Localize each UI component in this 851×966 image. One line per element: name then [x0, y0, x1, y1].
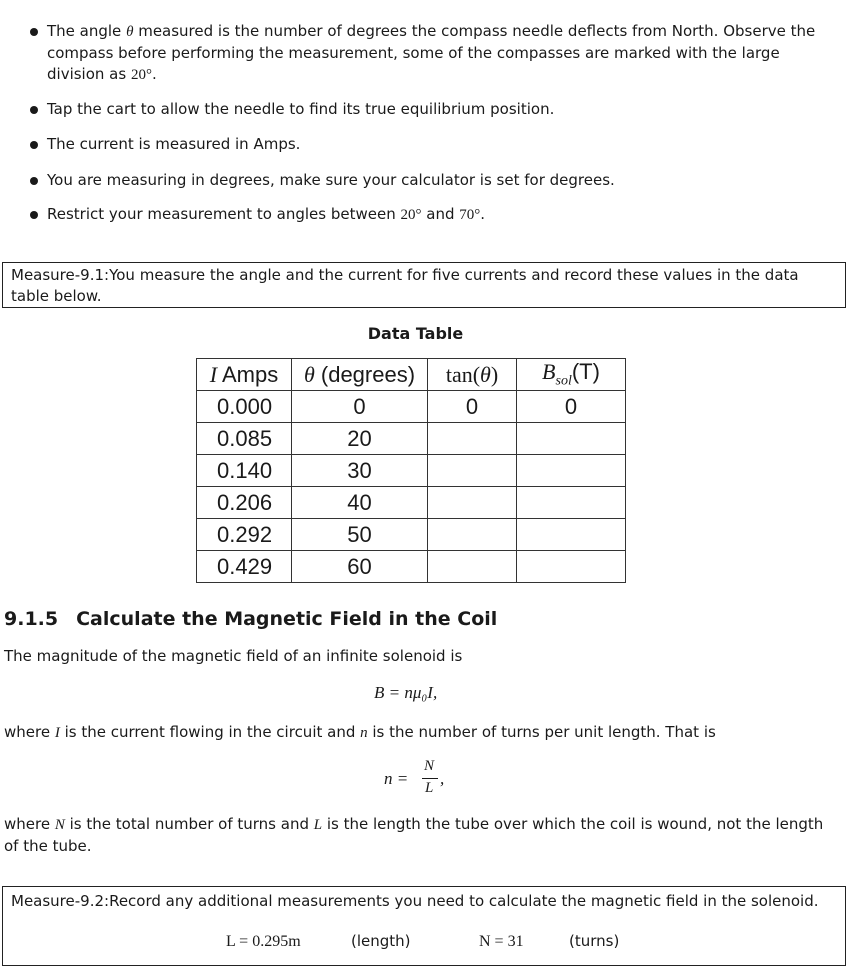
- table-cell: 0.140: [197, 455, 292, 487]
- bullet-dot-icon: [30, 28, 38, 36]
- measure-9-1-box: [2, 262, 846, 308]
- bullet-dot-icon: [30, 211, 38, 219]
- measure-label: Measure-9.1:: [11, 266, 110, 284]
- bullet-dot-icon: [30, 177, 38, 185]
- measure-label: Measure-9.2:: [11, 892, 110, 910]
- table-cell: 30: [292, 455, 428, 487]
- table-cell: 0.429: [197, 551, 292, 583]
- bullet-dot-icon: [30, 106, 38, 114]
- length-value: L = 0.295m: [226, 933, 301, 950]
- table-title: Data Table: [367, 324, 464, 343]
- table-cell: 0: [292, 391, 428, 423]
- measure-text: You measure the angle and the current for five currents and record these values in the data table below.: [11, 266, 799, 305]
- table-row: [197, 551, 626, 583]
- table-cell: [517, 487, 626, 519]
- table-cell: [428, 519, 517, 551]
- table-row: [197, 455, 626, 487]
- table-cell: 20: [292, 423, 428, 455]
- table-row: [197, 423, 626, 455]
- data-table: [196, 358, 626, 583]
- table-cell: [517, 423, 626, 455]
- header-bsol: $B_{sol}(T)$: [517, 359, 626, 391]
- table-cell: 50: [292, 519, 428, 551]
- table-cell: 0: [428, 391, 517, 423]
- equation-b-field: B = nμ₀I,: [374, 683, 438, 702]
- turns-value: N = 31: [479, 933, 524, 950]
- equation-turn-density: n = N L ,: [384, 758, 445, 796]
- header-tan: tan(θ): [428, 359, 517, 391]
- list-item: You are measuring in degrees, make sure your calculator is set for degrees.: [30, 170, 830, 191]
- measure-text: Record any additional measurements you need to calculate the magnetic field in the solenoid.: [109, 892, 819, 910]
- table-cell: 0.085: [197, 423, 292, 455]
- table-cell: 0.000: [197, 391, 292, 423]
- list-item: The angle θ measured is the number of degrees the compass needle deflects from North. Observe the compass before performing the measurement, some of the compasses are marked with the large division as 20°.: [30, 21, 830, 86]
- table-cell: [517, 519, 626, 551]
- list-item: Tap the cart to allow the needle to find its true equilibrium position.: [30, 99, 830, 120]
- length-paragraph: where N is the total number of turns and L is the length the tube over which the coil is wound, not the length of the tube.: [4, 815, 824, 855]
- table-cell: [428, 455, 517, 487]
- table-cell: 0: [517, 391, 626, 423]
- table-cell: [517, 551, 626, 583]
- table-cell: 0.206: [197, 487, 292, 519]
- table-cell: [428, 487, 517, 519]
- table-row: [197, 487, 626, 519]
- length-note: (length): [351, 932, 411, 950]
- table-cell: 0.292: [197, 519, 292, 551]
- header-current: I Amps: [197, 359, 292, 391]
- table-row: [197, 391, 626, 423]
- bullet-dot-icon: [30, 141, 38, 149]
- table-cell: [428, 423, 517, 455]
- definition-paragraph: where I is the current flowing in the circuit and n is the number of turns per unit length. That is: [4, 723, 716, 741]
- turns-note: (turns): [569, 932, 620, 950]
- header-angle: θ (degrees): [292, 359, 428, 391]
- table-cell: [428, 551, 517, 583]
- list-item: The current is measured in Amps.: [30, 134, 830, 155]
- table-cell: 60: [292, 551, 428, 583]
- table-cell: 40: [292, 487, 428, 519]
- table-cell: [517, 455, 626, 487]
- table-header-row: [197, 359, 626, 391]
- section-heading: 9.1.5 Calculate the Magnetic Field in the Coil: [4, 608, 498, 630]
- intro-paragraph: The magnitude of the magnetic field of an infinite solenoid is: [4, 647, 463, 665]
- measure-9-2-box: [2, 886, 846, 966]
- list-item: Restrict your measurement to angles between 20° and 70°.: [30, 204, 830, 226]
- table-row: [197, 519, 626, 551]
